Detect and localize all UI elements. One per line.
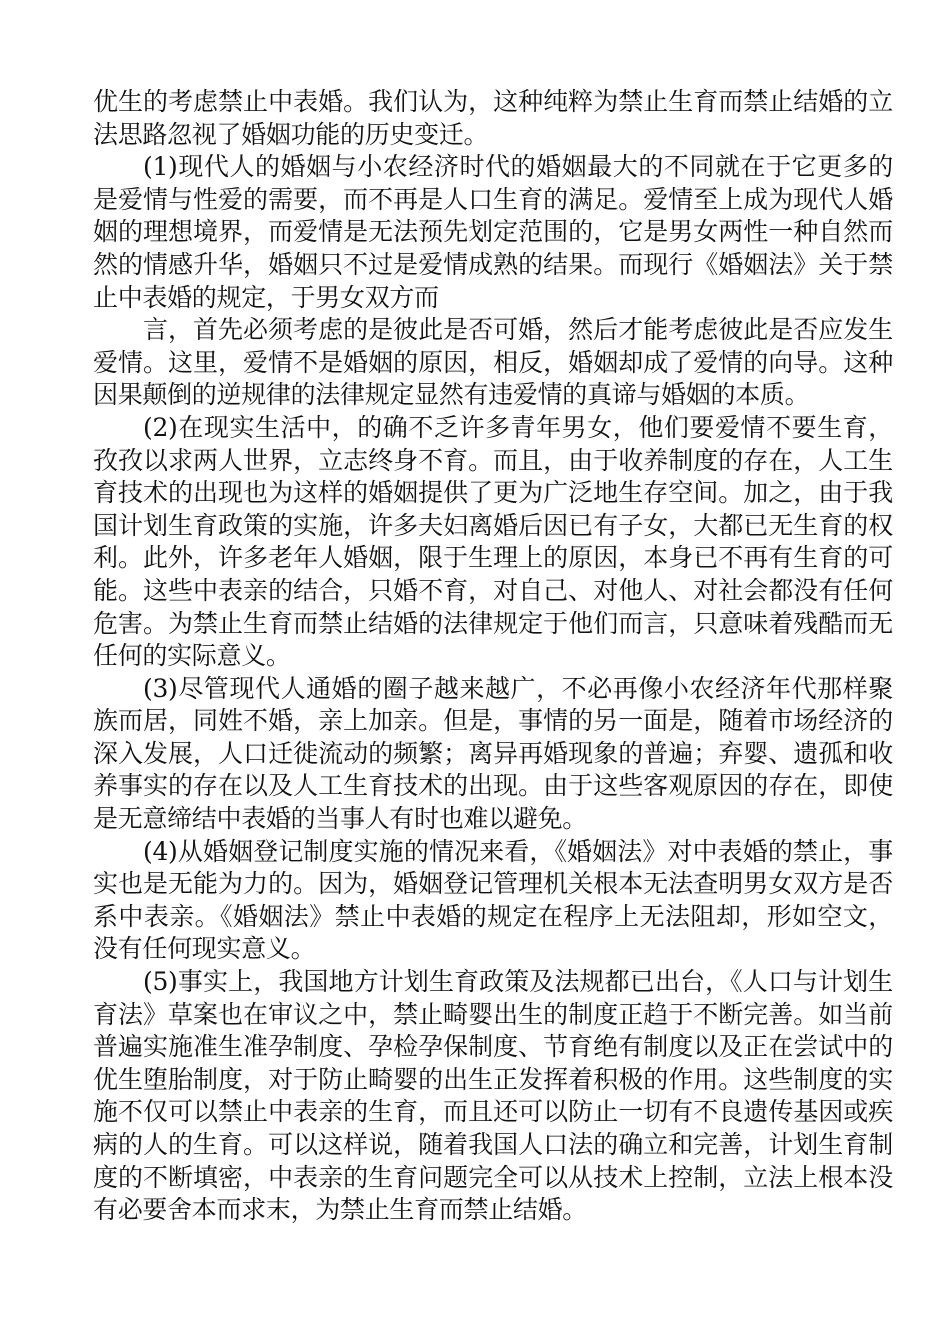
paragraph-point-5: (5)事实上，我国地方计划生育政策及法规都已出台，《人口与计划生育法》草案也在审议之中，禁止畸婴出生的制度正趋于不断完善。如当前普遍实施准生准孕制度、孕检孕保制度、节育绝有制度以及正在尝试中的优生堕胎制度，对于防止畸婴的出生正发挥着积极的作用。这些制度的实施不仅可以禁止中表亲的生育，而且还可以防止一切有不良遗传基因或疾病的人的生育。可以这样说，随着我国人口法的确立和完善，计划生育制度的不断填密，中表亲的生育问题完全可以从技术上控制，立法上根本没有必要舍本而求末，为禁止生育而禁止结婚。 — [93, 967, 893, 1225]
paragraph-point-1: (1)现代人的婚姻与小农经济时代的婚姻最大的不同就在于它更多的是爱情与性爱的需要，而不再是人口生育的满足。爱情至上成为现代人婚姻的理想境界，而爱情是无法预先划定范围的，它是男女两性一种自然而然的情感升华，婚姻只不过是爱情成熟的结果。而现行《婚姻法》关于禁止中表婚的规定，于男女双方而 — [93, 152, 893, 312]
paragraph-point-2: (2)在现实生活中，的确不乏许多青年男女，他们要爱情不要生育，孜孜以求两人世界，立志终身不育。而且，由于收养制度的存在，人工生育技术的出现也为这样的婚姻提供了更为广泛地生存空间。加之，由于我国计划生育政策的实施，许多夫妇离婚后因已有子女，大都已无生育的权利。此外，许多老年人婚姻，限于生理上的原因，本身已不再有生育的可能。这些中表亲的结合，只婚不育，对自己、对他人、对社会都没有任何危害。为禁止生育而禁止结婚的法律规定于他们而言，只意味着残酷而无任何的实际意义。 — [93, 412, 893, 671]
paragraph-point-1-continued: 言，首先必须考虑的是彼此是否可婚，然后才能考虑彼此是否应发生爱情。这里，爱情不是婚姻的原因，相反，婚姻却成了爱情的向导。这种因果颠倒的逆规律的法律规定显然有违爱情的真谛与婚姻的本质。 — [93, 315, 893, 410]
paragraph-continued: 优生的考虑禁止中表婚。我们认为，这种纯粹为禁止生育而禁止结婚的立法思路忽视了婚姻功能的历史变迁。 — [93, 87, 893, 149]
paragraph-point-4: (4)从婚姻登记制度实施的情况来看，《婚姻法》对中表婚的禁止，事实也是无能为力的。因为，婚姻登记管理机关根本无法查明男女双方是否系中表亲。《婚姻法》禁止中表婚的规定在程序上无法阻却，形如空文，没有任何现实意义。 — [93, 836, 893, 964]
body-text — [93, 86, 893, 1227]
paragraph-point-3: (3)尽管现代人通婚的圈子越来越广，不必再像小农经济年代那样聚族而居，同姓不婚，亲上加亲。但是，事情的另一面是，随着市场经济的深入发展，人口迁徙流动的频繁；离异再婚现象的普遍；弃婴、遗孤和收养事实的存在以及人工生育技术的出现。由于这些客观原因的存在，即使是无意缔结中表婚的当事人有时也难以避免。 — [93, 673, 893, 834]
